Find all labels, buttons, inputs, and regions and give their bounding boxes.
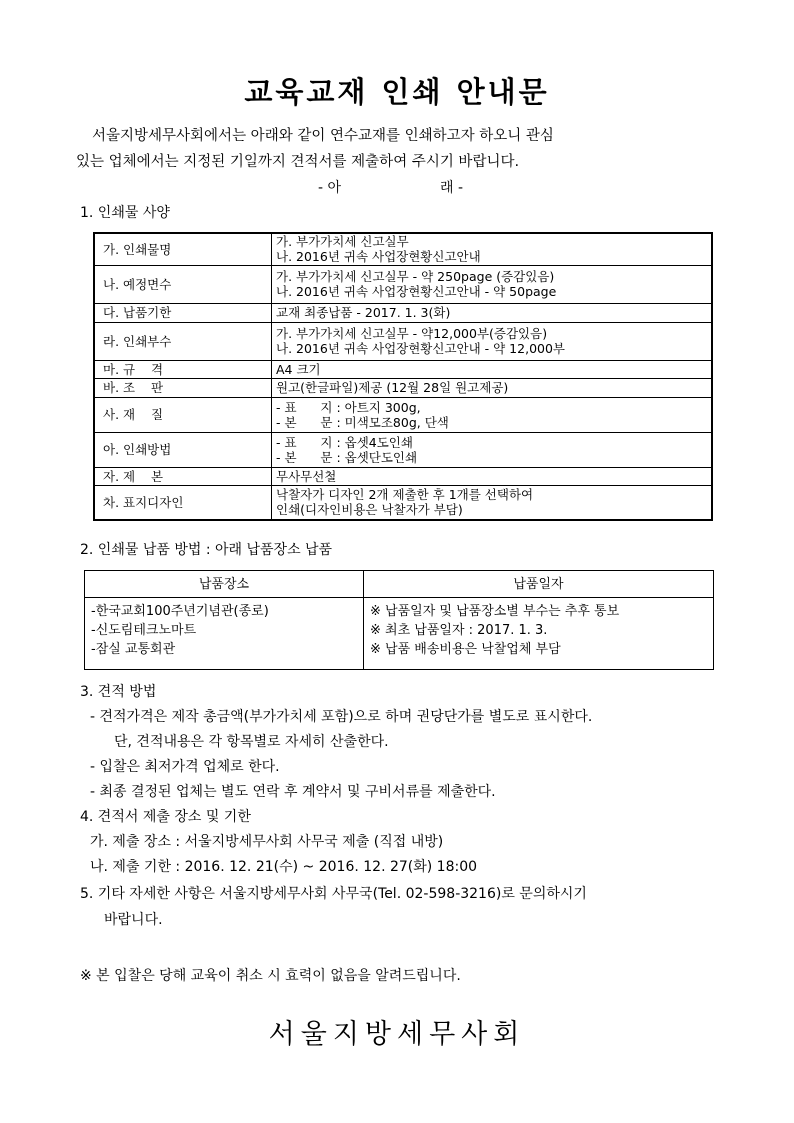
spec-label: 사. 재 질	[94, 397, 272, 432]
spec-value-line: - 표 지 : 아트지 300g,	[276, 399, 421, 415]
spec-value-line: 인쇄(디자인비용은 낙찰자가 부담)	[276, 502, 463, 518]
spec-row	[94, 397, 712, 432]
spec-row	[94, 432, 712, 467]
delivery-place-item: -한국교회100주년기념관(종로)	[91, 604, 269, 619]
spec-value	[272, 485, 713, 520]
delivery-places	[85, 598, 364, 670]
spec-label: 차. 표지디자인	[94, 485, 272, 520]
spec-row	[94, 467, 712, 485]
cancellation-notice: ※ 본 입찰은 당해 교육이 취소 시 효력이 없음을 알려드립니다.	[80, 968, 461, 984]
spec-label: 바. 조 판	[94, 378, 272, 397]
delivery-notes	[364, 598, 714, 670]
spec-row	[94, 485, 712, 520]
below-heading-right: 래 -	[440, 180, 464, 196]
issuing-organization: 서울지방세무사회	[268, 1019, 526, 1050]
section5-line-1: 5. 기타 자세한 사항은 서울지방세무사회 사무국(Tel. 02-598-3216)로 문의하시기	[80, 886, 587, 902]
spec-row	[94, 322, 712, 360]
delivery-place-header: 납품장소	[85, 571, 364, 598]
spec-row	[94, 360, 712, 378]
spec-value-line: 낙찰자가 디자인 2개 제출한 후 1개를 선택하여	[276, 487, 534, 503]
spec-row	[94, 303, 712, 322]
spec-value	[272, 378, 713, 397]
submission-place: 가. 제출 장소 : 서울지방세무사회 사무국 제출 (직접 내방)	[90, 834, 444, 850]
intro-line-1: 서울지방세무사회에서는 아래와 같이 연수교재를 인쇄하고자 하오니 관심	[92, 128, 554, 144]
delivery-place-item: -잠실 교통회관	[91, 642, 176, 657]
delivery-table	[84, 570, 714, 670]
spec-row	[94, 265, 712, 303]
spec-value-line: 가. 부가가치세 신고실무 - 약12,000부(증감있음)	[276, 326, 548, 341]
delivery-note-item: ※ 납품일자 및 납품장소별 부수는 추후 통보	[370, 604, 620, 619]
spec-value-line: 나. 2016년 귀속 사업장현황신고안내 - 약 12,000부	[276, 341, 565, 356]
spec-label: 다. 납품기한	[94, 303, 272, 322]
below-heading-left: - 아	[318, 180, 342, 196]
delivery-body-row	[85, 598, 714, 670]
spec-value	[272, 233, 713, 265]
spec-value-line: 나. 2016년 귀속 사업장현황신고안내 - 약 50page	[276, 284, 557, 299]
spec-value-line: A4 크기	[276, 361, 321, 377]
spec-value-line: 가. 부가가치세 신고실무 - 약 250page (증감있음)	[276, 269, 555, 284]
spec-value	[272, 360, 713, 378]
spec-value-line: 가. 부가가치세 신고실무	[276, 234, 409, 250]
delivery-place-item: -신도림테크노마트	[91, 623, 197, 638]
spec-value	[272, 432, 713, 467]
delivery-note-item: ※ 납품 배송비용은 낙찰업체 부담	[370, 642, 561, 657]
document-title: 교육교재 인쇄 안내문	[244, 75, 550, 109]
spec-label: 아. 인쇄방법	[94, 432, 272, 467]
spec-value	[272, 397, 713, 432]
spec-value	[272, 303, 713, 322]
estimate-item: 단, 견적내용은 각 항목별로 자세히 산출한다.	[114, 734, 389, 750]
spec-value-line: - 본 문 : 미색모조80g, 단색	[276, 414, 449, 430]
intro-line-2: 있는 업체에서는 지정된 기일까지 견적서를 제출하여 주시기 바랍니다.	[76, 154, 520, 170]
spec-label: 나. 예정면수	[94, 265, 272, 303]
spec-value	[272, 265, 713, 303]
estimate-item: - 입찰은 최저가격 업체로 한다.	[90, 759, 280, 775]
delivery-note-item: ※ 최초 납품일자 : 2017. 1. 3.	[370, 623, 548, 638]
spec-row	[94, 378, 712, 397]
spec-label: 라. 인쇄부수	[94, 322, 272, 360]
print-spec-table	[93, 232, 713, 521]
section1-heading: 1. 인쇄물 사양	[80, 205, 170, 221]
estimate-item: - 최종 결정된 업체는 별도 연락 후 계약서 및 구비서류를 제출한다.	[90, 784, 496, 800]
section3-heading: 3. 견적 방법	[80, 684, 157, 700]
spec-label: 마. 규 격	[94, 360, 272, 378]
estimate-item: - 견적가격은 제작 총금액(부가가치세 포함)으로 하며 권당단가를 별도로 표시한다.	[90, 709, 593, 725]
spec-value	[272, 322, 713, 360]
delivery-date-header: 납품일자	[364, 571, 714, 598]
section5-line-2: 바랍니다.	[104, 912, 163, 928]
spec-value-line: - 표 지 : 옵셋4도인쇄	[276, 434, 413, 450]
spec-label: 가. 인쇄물명	[94, 233, 272, 265]
spec-value-line: - 본 문 : 옵셋단도인쇄	[276, 449, 418, 465]
spec-row	[94, 233, 712, 265]
spec-label: 자. 제 본	[94, 467, 272, 485]
section2-heading: 2. 인쇄물 납품 방법 : 아래 납품장소 납품	[80, 542, 333, 558]
delivery-header-row	[85, 571, 714, 598]
spec-value	[272, 467, 713, 485]
submission-deadline: 나. 제출 기한 : 2016. 12. 21(수) ~ 2016. 12. 27(화) 18:00	[90, 859, 478, 875]
section4-heading: 4. 견적서 제출 장소 및 기한	[80, 809, 251, 825]
spec-value-line: 나. 2016년 귀속 사업장현황신고안내	[276, 249, 481, 265]
spec-value-line: 교재 최종납품 - 2017. 1. 3(화)	[276, 305, 451, 320]
spec-value-line: 무사무선철	[276, 468, 337, 484]
spec-value-line: 원고(한글파일)제공 (12월 28일 원고제공)	[276, 380, 509, 395]
